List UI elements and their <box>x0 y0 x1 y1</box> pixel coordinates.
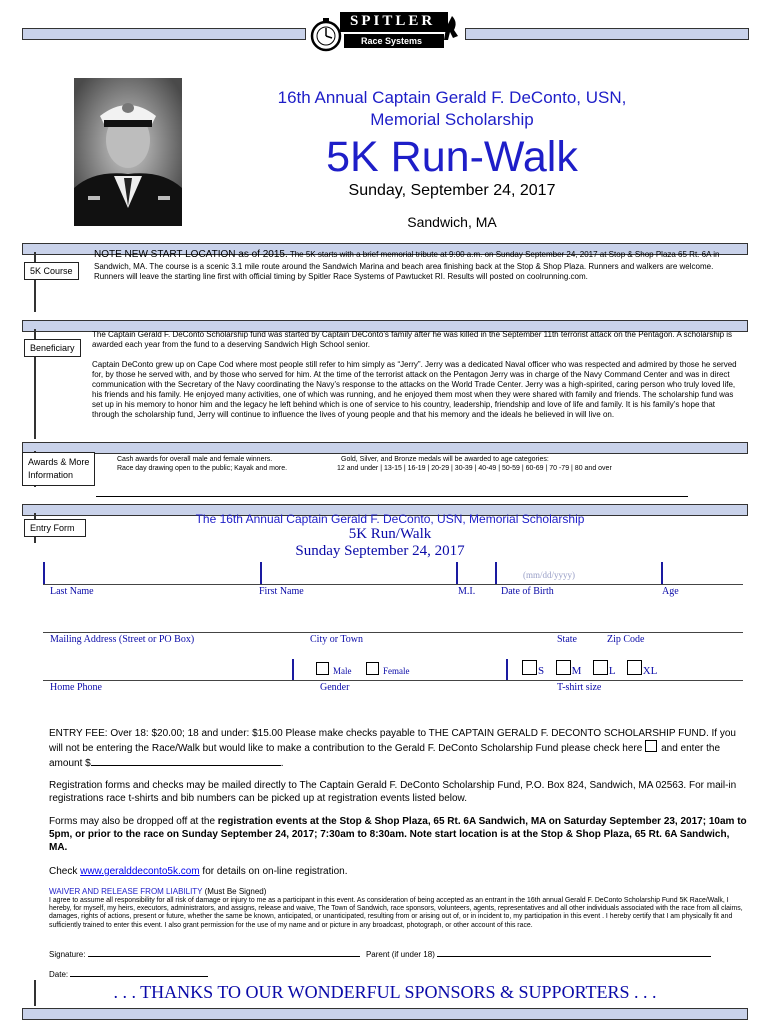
row3-line[interactable] <box>43 680 743 681</box>
online-lead: Check <box>49 866 81 877</box>
awards-left <box>117 455 287 473</box>
signature-label: Signature: <box>49 950 86 959</box>
section-label-entry: Entry Form <box>24 519 86 537</box>
top-right-bar <box>465 28 749 40</box>
entry-fee-part1: ENTRY FEE: Over 18: $20.00; 18 and under: $15.00 Please make checks payable to THE CAPTAIN GERALD F. DECONTO SCHOLARSHIP FUND. If you will not be entering the Race/Walk but would like to make a contribution to the Gerald F. DeConto Scholarship Fund please check here <box>49 728 736 754</box>
portrait-photo <box>74 78 182 226</box>
tshirt-options <box>522 660 657 677</box>
label-city: City or Town <box>310 634 364 645</box>
awards-label-line2: Information <box>28 470 74 480</box>
section-label-awards <box>22 452 95 486</box>
label-home-phone: Home Phone <box>50 682 102 693</box>
label-tshirt: T-shirt size <box>557 682 602 693</box>
event-date: Sunday, September 24, 2017 <box>348 182 556 199</box>
field-divider <box>661 562 663 584</box>
spitler-logo <box>306 8 466 52</box>
female-label: Female <box>383 666 410 676</box>
entry-fee-text <box>49 727 749 770</box>
field-divider <box>260 562 262 584</box>
logo-brand: SPITLER <box>350 13 436 29</box>
male-checkbox[interactable] <box>316 662 329 675</box>
dropoff-events: registration events at the Stop & Shop Plaza, 65 Rt. 6A Sandwich, MA on Saturday September 23, 2017; 10am to 5pm, or prior to the race on Sunday September 24, 2017; 7:30am to 8:30am. Note start location is at the Stop & Shop Plaza, 65 Rt. 6A Sandwich, MA. <box>49 816 747 853</box>
date-field[interactable] <box>70 968 208 977</box>
awards-right-1: Gold, Silver, and Bronze medals will be awarded to age categories: <box>341 456 549 463</box>
label-gender: Gender <box>320 682 350 693</box>
field-divider <box>495 562 497 584</box>
date-row <box>49 968 208 979</box>
size-l-label: L <box>608 665 616 677</box>
label-mi: M.I. <box>458 586 476 597</box>
label-state: State <box>557 634 577 645</box>
awards-label-line1: Awards & More <box>28 457 90 467</box>
mail-in-text: Registration forms and checks may be mailed directly to The Captain Gerald F. DeConto Scholarship Fund, P.O. Box 824, Sandwich, MA 02563. For mail-in registrations race t-shirts and bib numbers can be picked up at registration events listed below. <box>49 780 737 804</box>
beneficiary-p1: The Captain Gerald F. DeConto Scholarship fund was started by Captain DeConto’s family after he was killed in the September 11th terrorist attack on the Pentagon. A scholarship is awarded each year from the fund to a deserving Sandwich High School senior. <box>92 330 733 349</box>
entry-fee-part2: and enter the amount $ <box>49 743 721 769</box>
waiver-text: I agree to assume all responsibility for all risk of damage or injury to me as a participant in this event. As consideration of being accepted as an entrant in the 16th annual Gerald F. DeConto Scholarship Fund 5K Race/Walk, I hereby, for myself, my heirs, executors, administrators, and assigns, release and waive, The Town of Sandwich, race sponsors, volunteers, agents, representatives and all other individuals associated with the race from all claims, damages, rights of actions, present or future, whether the same be known, anticipated, or unanticipated, resulting from or arising out of, or in incident to, my participation in this event . I hereby certify that I am physically fit and sufficiently trained to enter this event. I also grant permission for the use of my name and or picture in any broadcast, photograph, or other account of this race. <box>49 897 743 929</box>
label-first-name: First Name <box>259 586 304 597</box>
label-last-name: Last Name <box>50 586 94 597</box>
awards-divider <box>96 496 688 497</box>
bottom-bar <box>22 1008 748 1020</box>
label-zip: Zip Code <box>607 634 645 645</box>
signature-row <box>49 948 749 959</box>
awards-left-1: Cash awards for overall male and female winners. <box>117 456 273 463</box>
field-divider <box>292 659 294 681</box>
date-label: Date: <box>49 970 69 979</box>
size-m-checkbox[interactable] <box>556 660 571 675</box>
header-line1: 16th Annual Captain Gerald F. DeConto, USN, <box>277 88 627 107</box>
logo-sub: Race Systems <box>361 36 423 46</box>
online-tail: for details on on-line registration. <box>199 866 348 877</box>
section-label-beneficiary: Beneficiary <box>24 339 81 357</box>
row2-line[interactable] <box>43 632 743 633</box>
course-description <box>94 249 740 282</box>
field-divider <box>456 562 458 584</box>
size-s-checkbox[interactable] <box>522 660 537 675</box>
form-event: 5K Run/Walk <box>348 526 432 542</box>
waiver-title-text: WAIVER AND RELEASE FROM LIABILITY <box>49 887 203 896</box>
online-reg-text <box>49 866 749 877</box>
label-age: Age <box>662 586 679 597</box>
contribution-checkbox[interactable] <box>645 740 657 752</box>
row1-line[interactable] <box>43 584 743 585</box>
size-m-label: M <box>571 665 582 677</box>
awards-right-2: 12 and under | 13-15 | 16-19 | 20-29 | 30-39 | 40-49 | 50-59 | 60-69 | 70 -79 | 80 and over <box>337 465 612 472</box>
label-dob: Date of Birth <box>501 586 554 597</box>
event-location: Sandwich, MA <box>407 214 497 230</box>
beneficiary-p2: Captain DeConto grew up on Cape Cod where most people still refer to him simply as “Jerry”. Jerry was a dedicated Naval officer who was respected and admired by those he served for, by those he served with, and by those who served for him. At the time of the terrorist attack on the Pentagon Jerry was in charge of the Navy Command Center and was in direct communication with the Secretary of the Navy coordinating the Navy’s response to the attacks on the World Trade Center. Jerry was a high-spirited, caring person who truly loved life, his friends and his family. He enjoyed many activities, one of which was running, and he enjoyed them most when they were shared with family and friends. The scholarship fund was set up in his memory to honor him and the legacy he left behind which is one of service to his country, leadership, friendship and love of life and family. It is his family’s hope that through the scholarship fund, Jerry will continue to influence the lives of young people and that his memory and the ideals he believed in will live on. <box>92 360 737 419</box>
event-title: 5K Run-Walk <box>326 133 578 181</box>
header-line2: Memorial Scholarship <box>370 110 534 129</box>
parent-label: Parent (if under 18) <box>365 950 435 959</box>
field-divider <box>506 659 508 681</box>
dob-hint: (mm/dd/yyyy) <box>523 570 575 580</box>
signature-field[interactable] <box>88 948 360 957</box>
parent-signature-field[interactable] <box>437 948 711 957</box>
section-bar-awards <box>22 442 748 454</box>
awards-right <box>337 455 612 473</box>
course-text: The 5K starts with a brief memorial tribute at 9:00 a.m. on Sunday September 24, 2017 at Stop & Shop Plaza 65 Rt. 6A in Sandwich, MA. The course is a scenic 3.1 mile route around the Sandwich Marina and beach area finishing back at the Stop & Shop Plaza. Runners and walkers are welcome. Runners will leave the starting line first with official timing by Spitler Race Systems of Pawtucket RI. Results will posted on coolrunning.com. <box>94 250 720 281</box>
dropoff-lead: Forms may also be dropped off at the <box>49 816 218 827</box>
section-label-course: 5K Course <box>24 262 79 280</box>
website-link[interactable]: www.geralddeconto5k.com <box>80 866 200 877</box>
section-line-course <box>34 252 36 312</box>
contribution-amount-field[interactable] <box>91 755 281 766</box>
entry-fee-part3: . <box>280 758 284 769</box>
size-xl-label: XL <box>642 665 658 677</box>
label-address: Mailing Address (Street or PO Box) <box>50 634 195 645</box>
form-title: The 16th Annual Captain Gerald F. DeConto, USN, Memorial Scholarship <box>195 512 585 526</box>
gender-options <box>316 662 410 676</box>
waiver-title <box>49 887 266 896</box>
size-l-checkbox[interactable] <box>593 660 608 675</box>
course-lead: NOTE NEW START LOCATION as of 2015. <box>94 249 288 260</box>
field-divider <box>43 562 45 584</box>
footer-left-line <box>34 980 36 1006</box>
top-left-bar <box>22 28 306 40</box>
size-xl-checkbox[interactable] <box>627 660 642 675</box>
male-label: Male <box>333 666 352 676</box>
form-date: Sunday September 24, 2017 <box>295 543 465 559</box>
female-checkbox[interactable] <box>366 662 379 675</box>
waiver-must: (Must Be Signed) <box>202 887 267 896</box>
awards-left-2: Race day drawing open to the public; Kayak and more. <box>117 465 288 472</box>
size-s-label: S <box>538 665 545 677</box>
sponsors-footer: . . . THANKS TO OUR WONDERFUL SPONSORS & SUPPORTERS . . . <box>113 982 657 1002</box>
dropoff-text <box>49 815 749 854</box>
